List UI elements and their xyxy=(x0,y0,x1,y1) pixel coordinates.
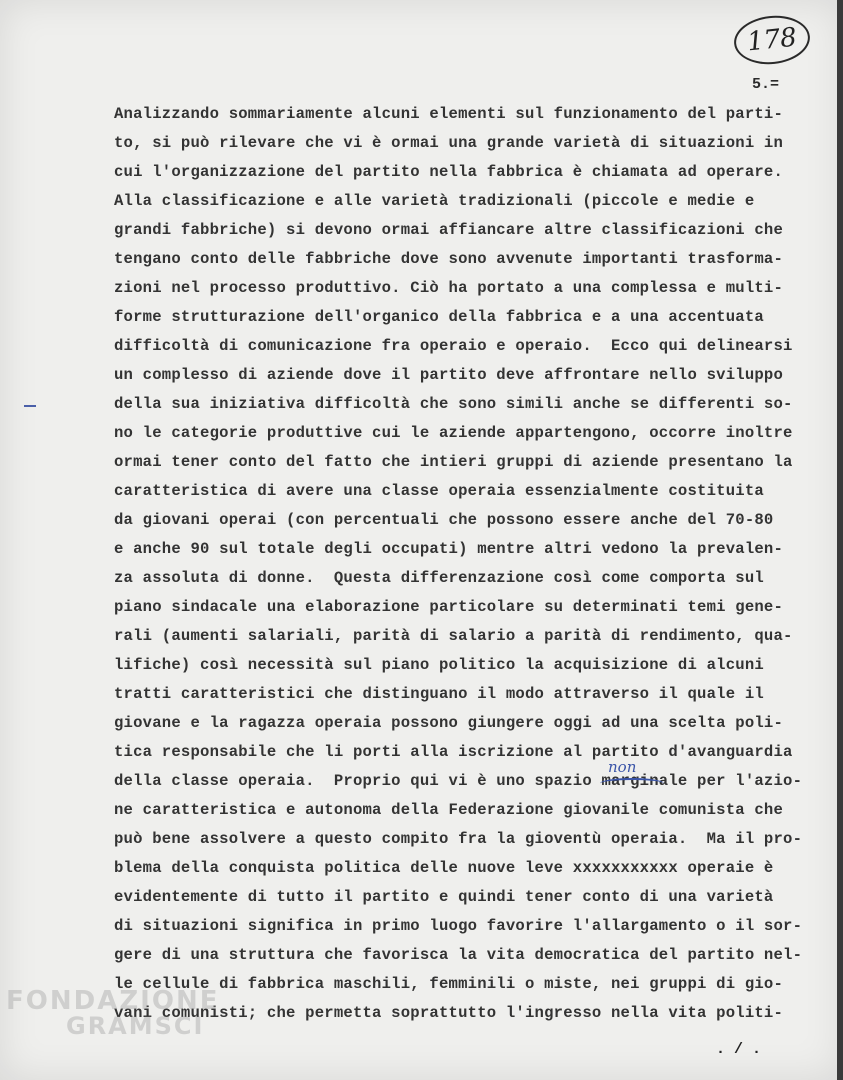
text-line: difficoltà di comunicazione fra operaio e operaio. Ecco qui delinearsi xyxy=(114,337,793,355)
text-line: gere di una struttura che favorisca la vita democratica del partito nel- xyxy=(114,946,803,964)
continuation-mark: . / . xyxy=(716,1041,762,1058)
text-line: tratti caratteristici che distinguano il modo attraverso il quale il xyxy=(114,685,764,703)
watermark-line-2: GRAMSCI xyxy=(66,1012,205,1040)
text-line: cui l'organizzazione del partito nella fabbrica è chiamata ad operare. xyxy=(114,163,784,181)
text-line: tica responsabile che li porti alla iscrizione al partito d'avanguardia xyxy=(114,743,793,761)
text-line: Analizzando sommariamente alcuni elementi sul funzionamento del parti- xyxy=(114,105,784,123)
handwritten-insertion: non xyxy=(608,758,637,776)
page-number-stamp xyxy=(732,12,813,68)
page-number-stamp-text: 178 xyxy=(745,22,799,58)
text-line: tengano conto delle fabbriche dove sono avvenute importanti trasforma- xyxy=(114,250,784,268)
text-line: za assoluta di donne. Questa differenzazione così come comporta sul xyxy=(114,569,764,587)
text-line: blema della conquista politica delle nuove leve xxxxxxxxxxx operaie è xyxy=(114,859,774,877)
text-line: ne caratteristica e autonoma della Federazione giovanile comunista che xyxy=(114,801,784,819)
text-line: di situazioni significa in primo luogo favorire l'allargamento o il sor- xyxy=(114,917,803,935)
typed-text-body xyxy=(114,100,829,1028)
text-line: Alla classificazione e alle varietà tradizionali (piccole e medie e xyxy=(114,192,755,210)
text-line: della classe operaia. Proprio qui vi è uno spazio marginale per l'azio- xyxy=(114,772,803,790)
text-line: piano sindacale una elaborazione particolare su determinati temi gene- xyxy=(114,598,784,616)
text-line: zioni nel processo produttivo. Ciò ha portato a una complessa e multi- xyxy=(114,279,784,297)
text-line: grandi fabbriche) si devono ormai affiancare altre classificazioni che xyxy=(114,221,784,239)
text-line: un complesso di aziende dove il partito deve affrontare nello sviluppo xyxy=(114,366,784,384)
text-line: ormai tener conto del fatto che intieri gruppi di aziende presentano la xyxy=(114,453,793,471)
text-line: lifiche) così necessità sul piano politico la acquisizione di alcuni xyxy=(114,656,764,674)
text-line: le cellule di fabbrica maschili, femminili o miste, nei gruppi di gio- xyxy=(114,975,784,993)
text-line: e anche 90 sul totale degli occupati) mentre altri vedono la prevalen- xyxy=(114,540,784,558)
scan-edge xyxy=(837,0,843,1080)
text-line: forme strutturazione dell'organico della fabbrica e a una accentuata xyxy=(114,308,764,326)
text-line: evidentemente di tutto il partito e quindi tener conto di una varietà xyxy=(114,888,774,906)
page-marker: 5.= xyxy=(752,76,780,93)
text-line: può bene assolvere a questo compito fra la gioventù operaia. Ma il pro- xyxy=(114,830,803,848)
text-line: no le categorie produttive cui le aziende appartengono, occorre inoltre xyxy=(114,424,793,442)
archive-watermark xyxy=(6,986,219,1040)
text-line: rali (aumenti salariali, parità di salario a parità di rendimento, qua- xyxy=(114,627,793,645)
text-line: to, si può rilevare che vi è ormai una grande varietà di situazioni in xyxy=(114,134,784,152)
insertion-mark xyxy=(600,778,664,789)
text-line: caratteristica di avere una classe operaia essenzialmente costituita xyxy=(114,482,764,500)
text-line: della sua iniziativa difficoltà che sono simili anche se differenti so- xyxy=(114,395,793,413)
text-line: giovane e la ragazza operaia possono giungere oggi ad una scelta poli- xyxy=(114,714,784,732)
watermark-line-1: FONDAZIONE xyxy=(6,986,220,1016)
text-line: vani comunisti; che permetta soprattutto l'ingresso nella vita politi- xyxy=(114,1004,784,1022)
margin-mark xyxy=(24,405,36,407)
text-line: da giovani operai (con percentuali che possono essere anche del 70-80 xyxy=(114,511,774,529)
